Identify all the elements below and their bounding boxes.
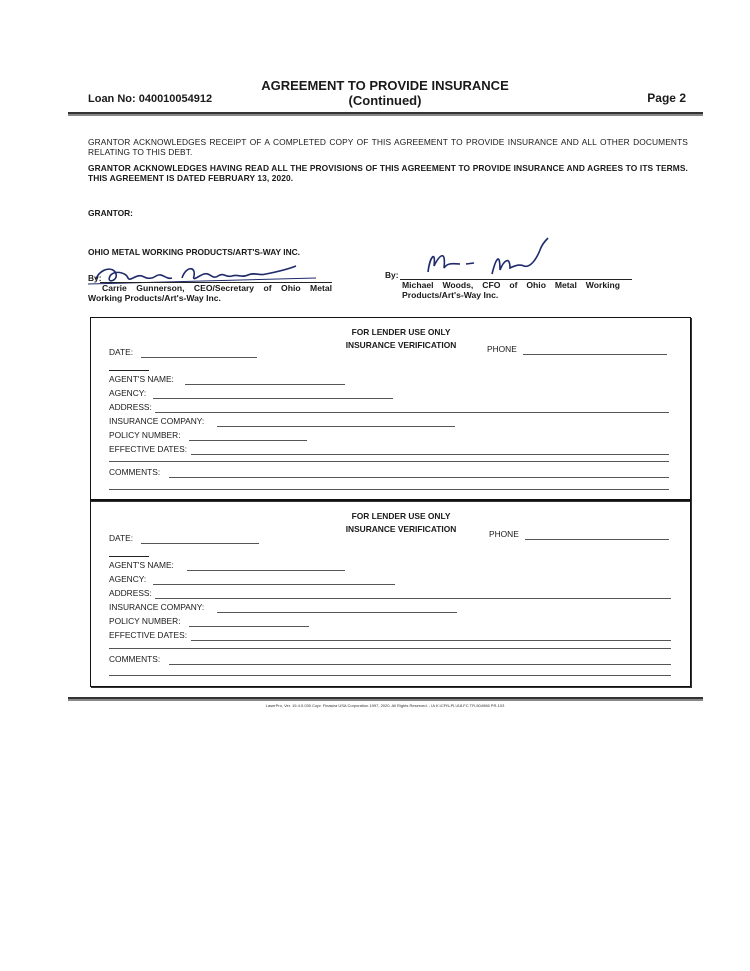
box2-title-line1: FOR LENDER USE ONLY (351, 511, 451, 521)
lender-verification-box-2 (90, 499, 691, 687)
box2-phone-label: PHONE (489, 529, 519, 539)
box1-date-field[interactable] (141, 357, 257, 358)
box2-policy-number-field[interactable] (189, 626, 309, 627)
box2-blank-line[interactable] (109, 648, 671, 649)
box2-agency-field[interactable] (153, 584, 395, 585)
box1-comments-line-2[interactable] (109, 489, 669, 490)
box1-date-label: DATE: (109, 347, 134, 357)
box1-address-field[interactable] (155, 412, 669, 413)
box1-phone-label: PHONE (487, 344, 517, 354)
box1-insurance-company-field[interactable] (217, 426, 455, 427)
box1-comments-label: COMMENTS: (109, 467, 161, 477)
box2-insurance-company-label: INSURANCE COMPANY: (109, 602, 205, 612)
title-text: AGREEMENT TO PROVIDE INSURANCE (261, 78, 509, 93)
box2-insurance-company-field[interactable] (217, 612, 457, 613)
box2-title-line2: INSURANCE VERIFICATION (345, 524, 457, 534)
box2-phone-field[interactable] (525, 539, 669, 540)
header-rule (68, 112, 703, 114)
box2-divider (109, 556, 149, 557)
software-footer: LaserPro, Ver. 19.4.0.030 Copr. Finastra USA Corporation 1997, 2020. All Rights Reserved. - IA K:\CFI\LPL\I18.FC TR-504986 PR-103 (265, 703, 505, 708)
right-by-label: By: (385, 270, 399, 280)
box1-agency-field[interactable] (153, 398, 393, 399)
box2-effective-dates-field[interactable] (191, 640, 671, 641)
box2-date-label: DATE: (109, 533, 134, 543)
box1-divider (109, 370, 149, 371)
box2-comments-field[interactable] (169, 664, 671, 665)
box2-effective-dates-label: EFFECTIVE DATES: (109, 630, 188, 640)
box1-title-line2: INSURANCE VERIFICATION (345, 340, 457, 350)
box2-agent-label: AGENT'S NAME: (109, 560, 174, 570)
box1-address-label: ADDRESS: (109, 402, 152, 412)
box2-agent-field[interactable] (187, 570, 345, 571)
box2-policy-number-label: POLICY NUMBER: (109, 616, 181, 626)
document-title (0, 78, 750, 108)
box2-comments-label: COMMENTS: (109, 654, 161, 664)
box1-agent-label: AGENT'S NAME: (109, 374, 174, 384)
right-signer-company: Products/Art's-Way Inc. (402, 290, 499, 300)
box2-address-label: ADDRESS: (109, 588, 152, 598)
box1-insurance-company-label: INSURANCE COMPANY: (109, 416, 205, 426)
box1-policy-number-label: POLICY NUMBER: (109, 430, 181, 440)
left-by-label: By: (88, 273, 102, 283)
box1-blank-line[interactable] (109, 461, 669, 462)
box2-agency-label: AGENCY: (109, 574, 147, 584)
footer-rule (68, 697, 703, 699)
loan-number: Loan No: 040010054912 (88, 93, 213, 105)
page-number: Page 2 (647, 91, 686, 105)
subtitle-text: (Continued) (348, 93, 422, 108)
lender-verification-box-1 (90, 317, 691, 501)
acknowledgement-paragraph: GRANTOR ACKNOWLEDGES RECEIPT OF A COMPLETED COPY OF THIS AGREEMENT TO PROVIDE INSURANCE AND ALL OTHER DOCUMENTS RELATING TO THIS DEBT. (88, 137, 688, 157)
box1-effective-dates-field[interactable] (191, 454, 669, 455)
box2-address-field[interactable] (155, 598, 671, 599)
box2-date-field[interactable] (141, 543, 259, 544)
box1-effective-dates-label: EFFECTIVE DATES: (109, 444, 188, 454)
grantor-label: GRANTOR: (88, 208, 133, 218)
box1-title (331, 326, 471, 352)
box2-comments-line-2[interactable] (109, 675, 671, 676)
right-signer-name: Michael Woods, CFO of Ohio Metal Working (402, 280, 620, 290)
box2-title (331, 510, 471, 536)
box1-agent-field[interactable] (185, 384, 345, 385)
box1-title-line1: FOR LENDER USE ONLY (351, 327, 451, 337)
box1-comments-field[interactable] (169, 477, 669, 478)
right-signature-image (400, 236, 580, 280)
box1-policy-number-field[interactable] (189, 440, 307, 441)
left-signer-company: Working Products/Art's-Way Inc. (88, 293, 221, 303)
box1-phone-field[interactable] (523, 354, 667, 355)
agreement-paragraph: GRANTOR ACKNOWLEDGES HAVING READ ALL THE PROVISIONS OF THIS AGREEMENT TO PROVIDE INSURANCE AND AGREES TO ITS TERMS. THIS AGREEMENT IS DATED FEBRUARY 13, 2020. (88, 163, 688, 183)
company-name: OHIO METAL WORKING PRODUCTS/ART'S-WAY INC. (88, 247, 300, 257)
box1-agency-label: AGENCY: (109, 388, 147, 398)
left-signer-name: Carrie Gunnerson, CEO/Secretary of Ohio Metal (102, 283, 332, 293)
